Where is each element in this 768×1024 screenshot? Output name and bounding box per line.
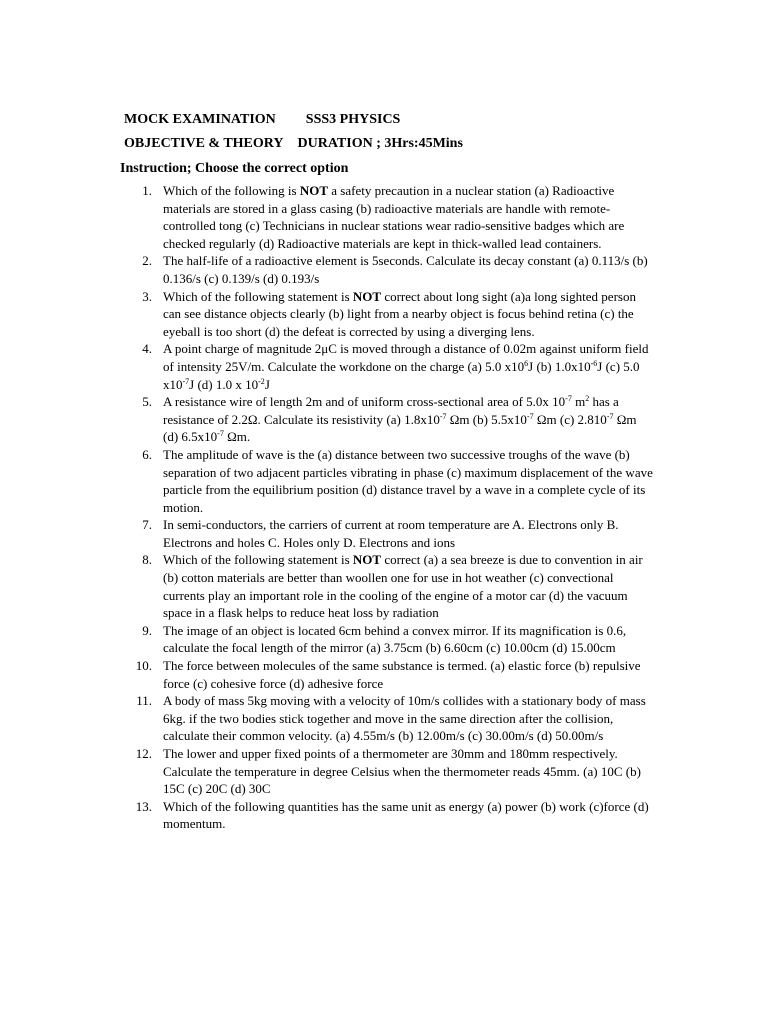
question-text: A resistance wire of length 2m and of uniform cross-sectional area of 5.0x $10^{-7}$ $m^2$ has a resistance of 2.2Ω. Calculate its resistivity (a) $1.8x10^{-7}$ Ωm (b) $5.5x10^{-7}$ Ωm (c) $2.810^{-7}$ Ωm (d) $6.5x10^{-7}$ Ωm. bbox=[163, 394, 637, 445]
question-item bbox=[0, 446, 653, 516]
question-item bbox=[0, 745, 653, 798]
header-line-2 bbox=[124, 135, 463, 153]
class-subject: SSS3 PHYSICS bbox=[305, 112, 401, 127]
question-list bbox=[0, 182, 768, 833]
question-item bbox=[0, 252, 653, 287]
question-text: In semi-conductors, the carriers of current at room temperature are A. Electrons only B. Electrons and holes C. Holes only D. Electrons and ions bbox=[163, 517, 619, 550]
duration: DURATION ; 3Hrs:45Mins bbox=[297, 136, 463, 151]
question-item bbox=[0, 182, 653, 252]
header-line-1 bbox=[124, 111, 400, 129]
instruction: Instruction; Choose the correct option bbox=[120, 161, 349, 176]
question-text: Which of the following statement is NOT correct (a) a sea breeze is due to convention in air (b) cotton materials are better than woollen one for use in hot weather (c) convectional currents play an important role in the cooling of the engine of a motor car (d) the vacuum space in a flask helps to reduce heat loss by radiation bbox=[163, 552, 643, 621]
question-text: The lower and upper fixed points of a thermometer are 30mm and 180mm respectively. Calculate the temperature in degree Celsius when the thermometer reads 45mm. (a) 10C (b) 15C (c) 20C (d) 30C bbox=[163, 746, 641, 797]
question-number: 12. bbox=[135, 746, 152, 761]
question-number: 1. bbox=[142, 183, 152, 198]
question-text: The force between molecules of the same substance is termed. (a) elastic force (b) repulsive force (c) cohesive force (d) adhesive force bbox=[163, 658, 641, 691]
question-number: 5. bbox=[142, 394, 152, 410]
question-item bbox=[0, 798, 653, 833]
question-number: 8. bbox=[142, 552, 152, 568]
exam-title: MOCK EXAMINATION bbox=[124, 112, 276, 127]
question-item bbox=[0, 340, 653, 393]
question-item bbox=[0, 288, 653, 341]
question-number: 2. bbox=[142, 253, 152, 269]
paper-type: OBJECTIVE & THEORY bbox=[124, 136, 284, 151]
question-item bbox=[0, 692, 653, 745]
question-number: 13. bbox=[135, 798, 152, 814]
question-number: 6. bbox=[142, 446, 152, 462]
question-item bbox=[0, 551, 653, 621]
question-text: A point charge of magnitude 2μC is moved through a distance of 0.02m against uniform field of intensity 25V/m. Calculate the workdone on the charge (a) 5.0 $x10^6J$ (b) $1.0x10^{-6}J$ (c) 5.0 $x10^{-7}J$ (d) 1.0 x $10^{-2}J$ bbox=[163, 341, 649, 392]
question-item bbox=[0, 516, 653, 551]
question-text: The image of an object is located 6cm behind a convex mirror. If its magnification is 0.6, calculate the focal length of the mirror (a) 3.75cm (b) 6.60cm (c) 10.00cm (d) 15.00cm bbox=[163, 622, 627, 656]
question-item bbox=[0, 657, 653, 692]
question-number: 4. bbox=[142, 341, 152, 357]
question-text: A body of mass 5kg moving with a velocity of 10m/s collides with a stationary body of mass 6kg. if the two bodies stick together and move in the same direction after the collision, calculate their common velocity. (a) 4.55m/s (b) 12.00m/s (c) 30.00m/s (d) 50.00m/s bbox=[163, 693, 646, 744]
question-text: Which of the following statement is NOT correct about long sight (a)a long sighted person can see distance objects clearly (b) light from a nearby object is focus behind retina (c) the eyeball is too short (d) the defeat is corrected by using a diverging lens. bbox=[163, 288, 636, 339]
question-text: Which of the following quantities has the same unit as energy (a) power (b) work (c)force (d) momentum. bbox=[163, 798, 649, 832]
question-number: 9. bbox=[142, 622, 152, 638]
question-number: 10. bbox=[135, 658, 152, 674]
question-text: Which of the following is NOT a safety precaution in a nuclear station (a) Radioactive materials are stored in a glass casing (b) radioactive materials are handle with remote-controlled tong (c) Technicians in nuclear stations wear radio-sensitive badges which are checked regularly (d) Radioactive materials are kept in thick-walled lead containers. bbox=[163, 183, 625, 251]
question-item bbox=[0, 622, 653, 657]
question-text: The half-life of a radioactive element is 5seconds. Calculate its decay constant (a) 0.113/s (b) 0.136/s (c) 0.139/s (d) 0.193/s bbox=[163, 253, 648, 286]
question-text: The amplitude of wave is the (a) distance between two successive troughs of the wave (b) separation of two adjacent particles vibrating in phase (c) maximum displacement of the wave particle from the equilibrium position (d) distance travel by a wave in a complete cycle of its motion. bbox=[163, 446, 653, 515]
question-item bbox=[0, 393, 653, 446]
question-number: 3. bbox=[142, 288, 152, 304]
question-number: 11. bbox=[136, 693, 152, 709]
question-number: 7. bbox=[142, 517, 152, 533]
